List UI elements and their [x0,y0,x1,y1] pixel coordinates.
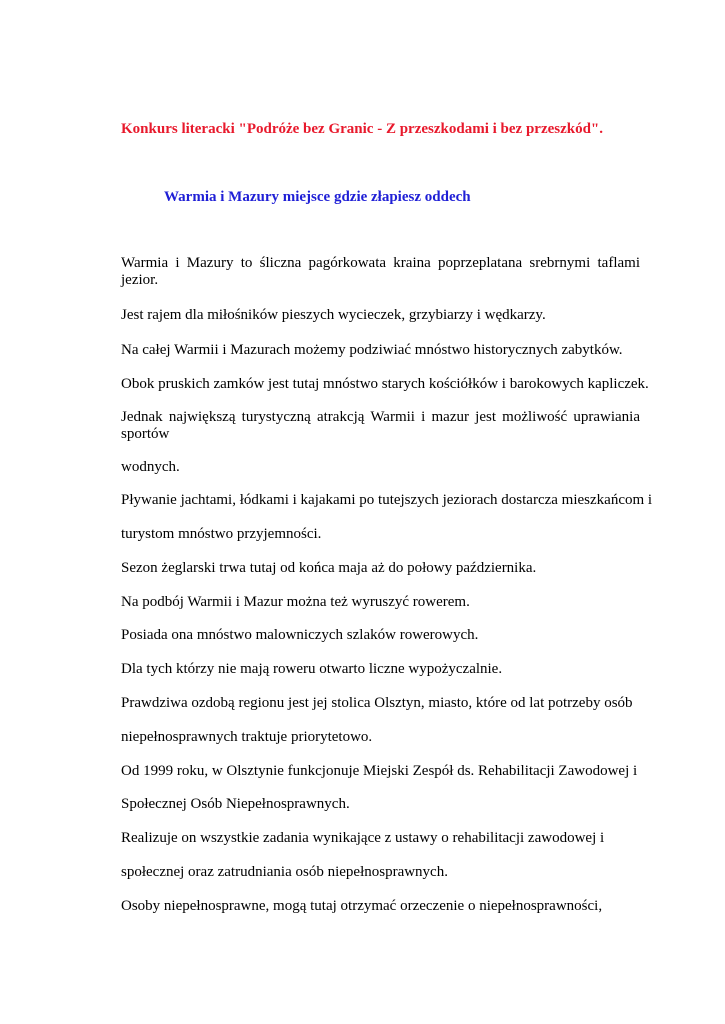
document-subtitle: Warmia i Mazury miejsce gdzie złapiesz oddech [164,189,471,205]
paragraph: Na podbój Warmii i Mazur można też wyruszyć rowerem. [121,594,470,610]
paragraph: Sezon żeglarski trwa tutaj od końca maja aż do połowy października. [121,560,537,576]
paragraph: społecznej oraz zatrudniania osób niepełnosprawnych. [121,864,448,880]
paragraph: Od 1999 roku, w Olsztynie funkcjonuje Miejski Zespół ds. Rehabilitacji Zawodowej i [121,763,638,779]
paragraph: Posiada ona mnóstwo malowniczych szlaków rowerowych. [121,627,479,643]
paragraph: Warmia i Mazury to śliczna pagórkowata kraina poprzeplatana srebrnymi taflami jezior. [121,255,640,288]
paragraph: Jednak największą turystyczną atrakcją Warmii i mazur jest możliwość uprawiania sportów [121,409,640,442]
paragraph: Społecznej Osób Niepełnosprawnych. [121,796,350,812]
paragraph: Dla tych którzy nie mają roweru otwarto liczne wypożyczalnie. [121,661,503,677]
paragraph: Obok pruskich zamków jest tutaj mnóstwo starych kościółków i barokowych kapliczek. [121,376,649,392]
paragraph: niepełnosprawnych traktuje priorytetowo. [121,729,373,745]
paragraph: Jest rajem dla miłośników pieszych wycieczek, grzybiarzy i wędkarzy. [121,307,546,323]
paragraph: Pływanie jachtami, łódkami i kajakami po tutejszych jeziorach dostarcza mieszkańcom i [121,492,653,508]
paragraph: Na całej Warmii i Mazurach możemy podziwiać mnóstwo historycznych zabytków. [121,342,623,358]
paragraph: Realizuje on wszystkie zadania wynikające z ustawy o rehabilitacji zawodowej i [121,830,605,846]
paragraph: Osoby niepełnosprawne, mogą tutaj otrzymać orzeczenie o niepełnosprawności, [121,898,603,914]
paragraph: turystom mnóstwo przyjemności. [121,526,322,542]
document-title: Konkurs literacki "Podróże bez Granic - Z przeszkodami i bez przeszkód". [121,121,604,137]
paragraph: wodnych. [121,459,180,475]
paragraph: Prawdziwa ozdobą regionu jest jej stolica Olsztyn, miasto, które od lat potrzeby osób [121,695,633,711]
